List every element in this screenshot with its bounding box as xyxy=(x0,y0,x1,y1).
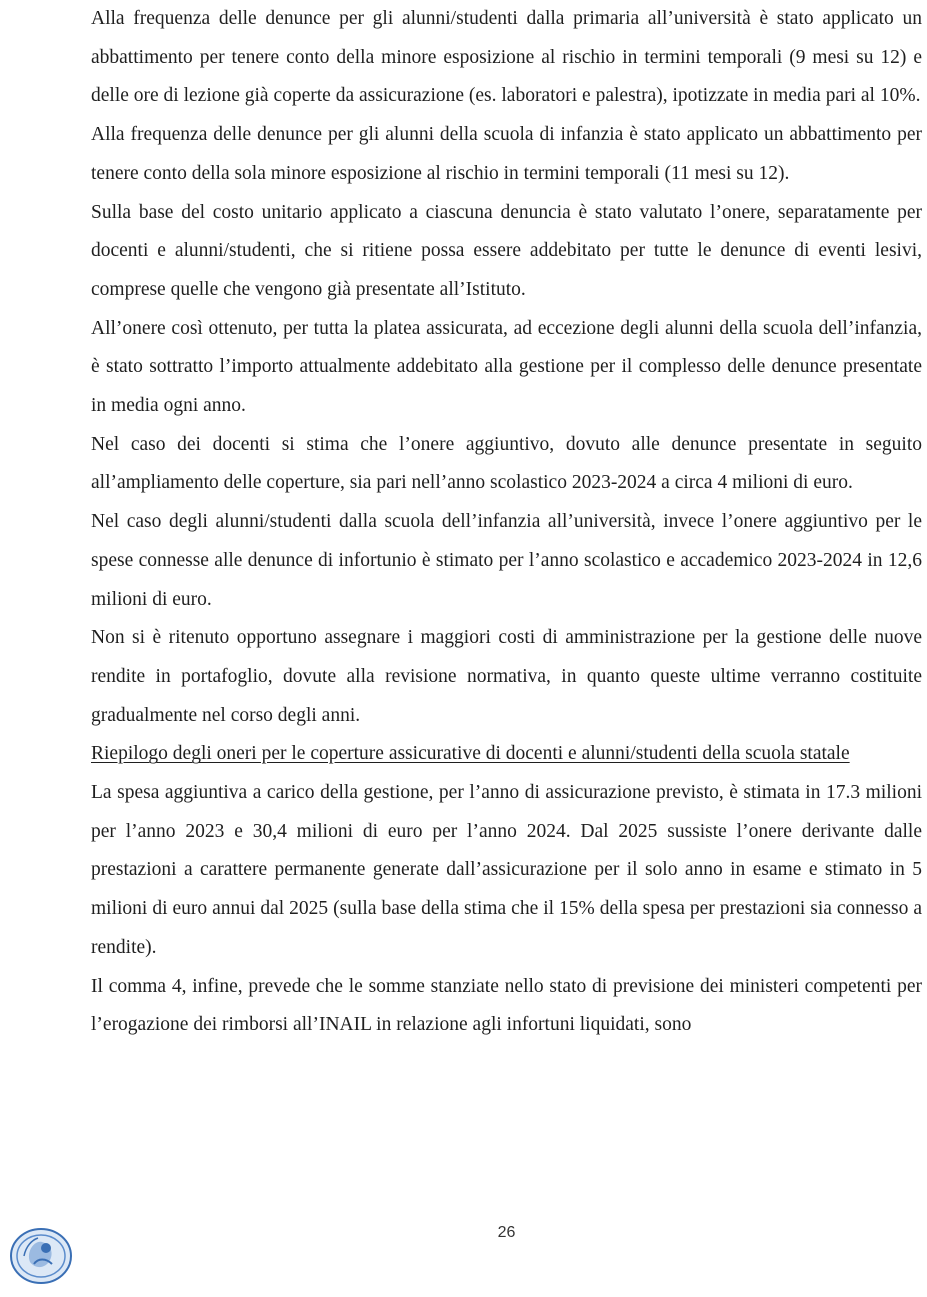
page-number: 26 xyxy=(497,1224,516,1241)
paragraph: All’onere così ottenuto, per tutta la platea assicurata, ad eccezione degli alunni della scuola dell’infanzia, è stato sottratto l’importo attualmente addebitato alla gestione per il complesso delle denunce presentate in media ogni anno. xyxy=(91,317,922,417)
paragraph: La spesa aggiuntiva a carico della gestione, per l’anno di assicurazione previsto, è stimata in 17.3 milioni per l’anno 2023 e 30,4 milioni di euro per l’anno 2024. Dal 2025 sussiste l’onere derivante dalle prestazioni a carattere permanente generate dall’assicurazione per il solo anno in esame e stimato in 5 milioni di euro annui dal 2025 (sulla base della stima che il 15% della spesa per prestazioni sia connesso a rendite). xyxy=(91,782,922,958)
emblem-logo-icon xyxy=(8,1226,74,1286)
paragraph: Alla frequenza delle denunce per gli alunni/studenti dalla primaria all’università è stato applicato un abbattimento per tenere conto della minore esposizione al rischio in termini temporali (9 mesi su 12) e delle ore di lezione già coperte da assicurazione (es. laboratori e palestra), ipotizzate in media pari al 10%. xyxy=(91,8,922,107)
paragraph: Sulla base del costo unitario applicato a ciascuna denuncia è stato valutato l’onere, separatamente per docenti e alunni/studenti, che si ritiene possa essere addebitato per tutte le denunce di eventi lesivi, comprese quelle che vengono già presentate all’Istituto. xyxy=(91,201,922,300)
section-heading: Riepilogo degli oneri per le coperture assicurative di docenti e alunni/studenti della scuola statale xyxy=(91,743,850,765)
paragraph: Non si è ritenuto opportuno assegnare i maggiori costi di amministrazione per la gestione delle nuove rendite in portafoglio, dovute alla revisione normativa, in quanto queste ultime verranno costituite gradualmente nel corso degli anni. xyxy=(91,627,922,726)
paragraph: Nel caso dei docenti si stima che l’onere aggiuntivo, dovuto alle denunce presentate in seguito all’ampliamento delle coperture, sia pari nell’anno scolastico 2023-2024 a circa 4 milioni di euro. xyxy=(91,433,922,494)
document-body xyxy=(91,0,922,1045)
paragraph: Il comma 4, infine, prevede che le somme stanziate nello stato di previsione dei ministeri competenti per l’erogazione dei rimborsi all’INAIL in relazione agli infortuni liquidati, sono xyxy=(91,975,922,1036)
paragraph: Alla frequenza delle denunce per gli alunni della scuola di infanzia è stato applicato un abbattimento per tenere conto della sola minore esposizione al rischio in termini temporali (11 mesi su 12). xyxy=(91,124,922,184)
paragraph: Nel caso degli alunni/studenti dalla scuola dell’infanzia all’università, invece l’onere aggiuntivo per le spese connesse alle denunce di infortunio è stimato per l’anno scolastico e accademico 2023-2024 in 12,6 milioni di euro. xyxy=(91,511,922,610)
